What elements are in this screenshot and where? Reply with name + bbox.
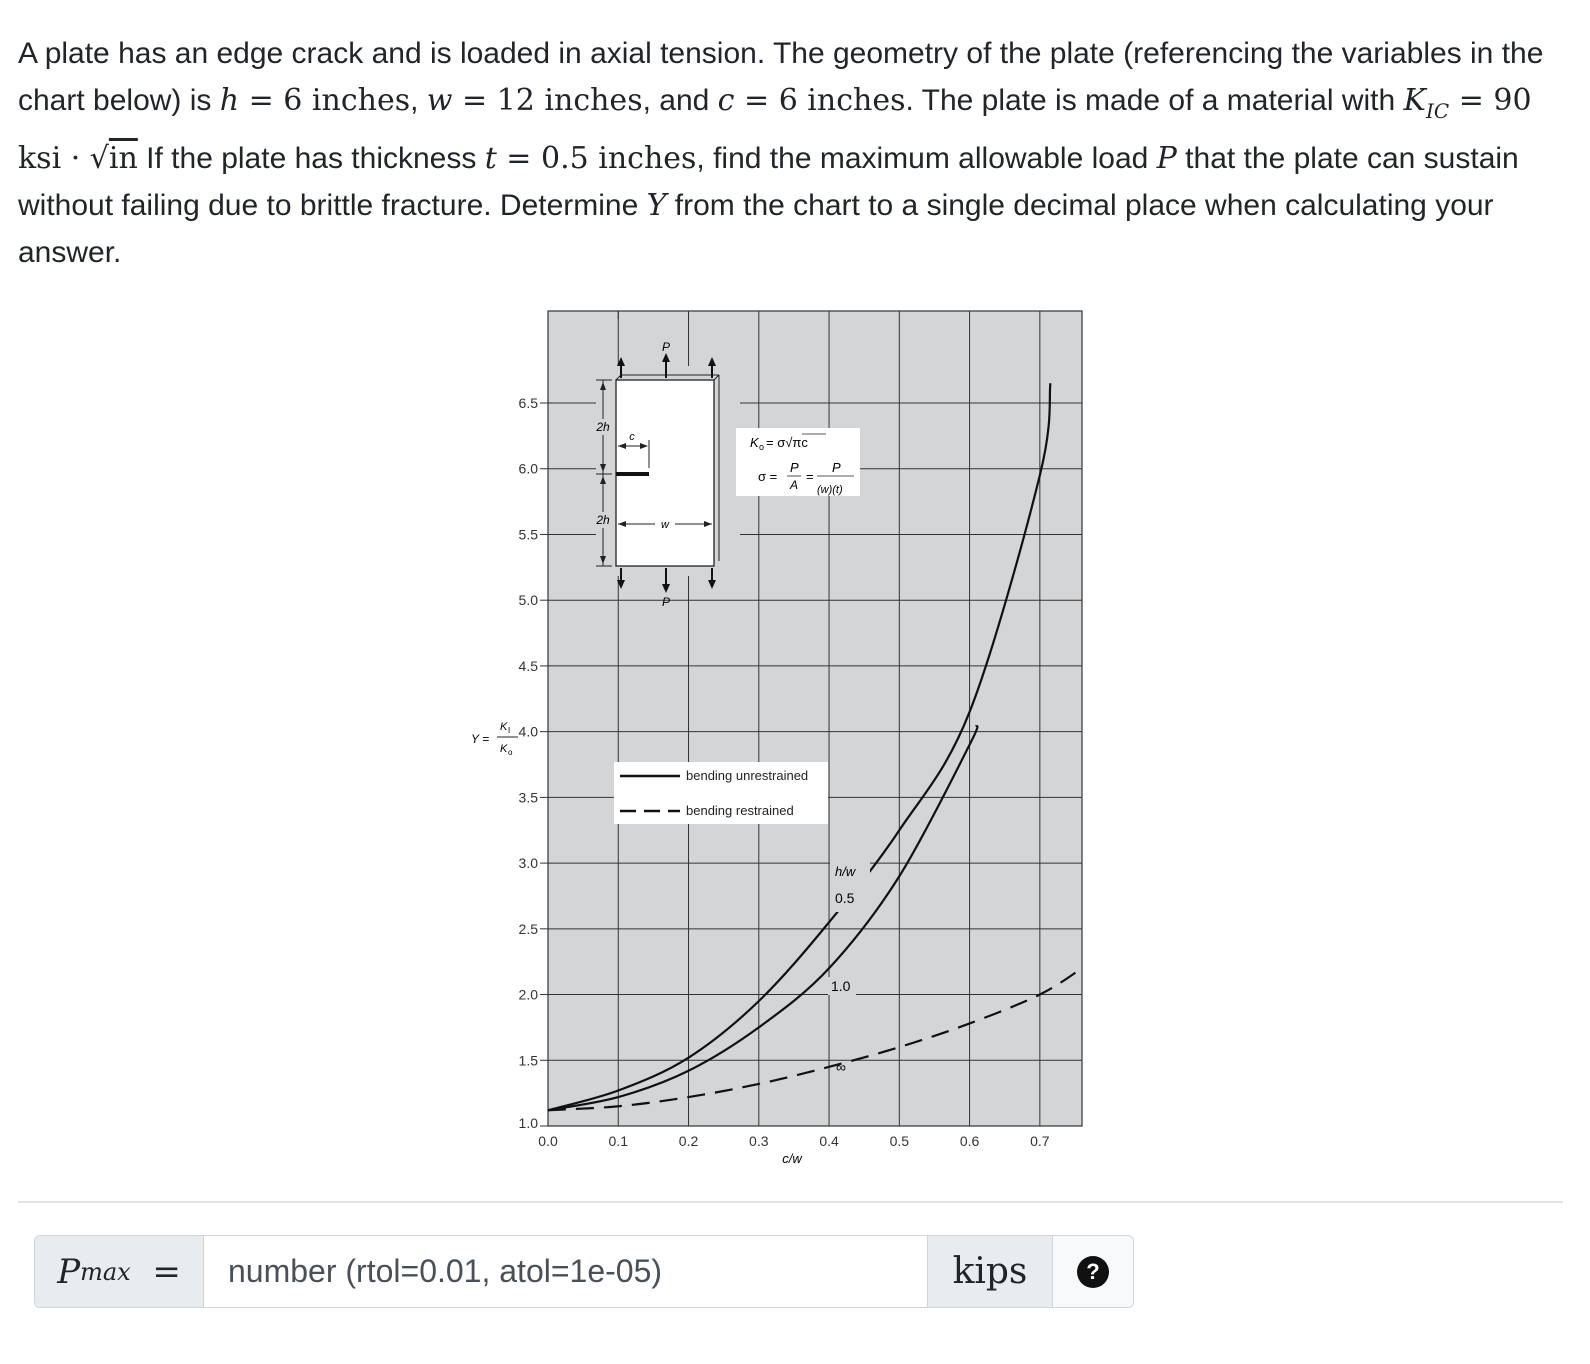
plate-diagram: [592, 340, 740, 609]
svg-text:Y =: Y =: [471, 732, 490, 746]
svg-text:c: c: [629, 431, 635, 443]
svg-text:P: P: [790, 460, 799, 475]
y-tick-label: 2.0: [518, 986, 538, 1003]
x-tick-label: 0.2: [678, 1133, 699, 1149]
y-tick-label: 6.5: [518, 395, 538, 412]
legend: [614, 762, 828, 824]
x-tick-label: 0.6: [959, 1133, 980, 1149]
y-tick-label: 5.5: [518, 526, 538, 543]
x-tick-label: 0.7: [1030, 1133, 1050, 1149]
x-tick-label: 0.4: [819, 1133, 839, 1149]
y-tick-label: 3.0: [518, 855, 538, 872]
svg-text:K: K: [500, 743, 508, 755]
answer-input[interactable]: [204, 1236, 927, 1307]
formula-box: [736, 428, 860, 496]
svg-text:K: K: [500, 721, 508, 733]
x-tick-label: 0.1: [608, 1133, 628, 1149]
y-tick-label: 6.0: [518, 460, 538, 477]
y-tick-label: 3.5: [518, 789, 538, 806]
legend-label-unrestrained: bending unrestrained: [686, 768, 809, 783]
svg-text:= σ√πc: = σ√πc: [766, 435, 808, 450]
svg-text:2h: 2h: [596, 420, 610, 434]
svg-text:I: I: [508, 726, 511, 735]
y-tick-label: 5.0: [518, 592, 538, 609]
svg-text:∞: ∞: [836, 1059, 846, 1075]
help-button[interactable]: [1052, 1236, 1133, 1307]
svg-text:A: A: [790, 478, 799, 492]
svg-text:0.5: 0.5: [835, 890, 855, 906]
y-axis-label: [471, 721, 518, 757]
y-tick-label: 4.5: [518, 657, 538, 674]
svg-text:h/w: h/w: [835, 864, 856, 879]
x-axis-label: c/w: [782, 1151, 802, 1166]
svg-text:=: =: [806, 469, 814, 484]
legend-label-restrained: bending restrained: [686, 803, 794, 818]
svg-text:P: P: [661, 340, 671, 354]
svg-text:o: o: [759, 442, 765, 452]
unit-label: kips: [927, 1236, 1052, 1307]
help-icon[interactable]: ?: [1077, 1256, 1109, 1288]
x-tick-label: 0.5: [889, 1133, 910, 1149]
x-tick-label: 0.3: [749, 1133, 769, 1149]
svg-text:1.0: 1.0: [831, 978, 851, 994]
y-tick-label: 1.5: [518, 1052, 538, 1069]
answer-label: P max =: [35, 1236, 204, 1307]
y-tick-label: 2.5: [518, 920, 538, 937]
answer-input-group: [34, 1235, 1134, 1308]
svg-text:σ =: σ =: [758, 469, 778, 484]
svg-text:K: K: [750, 435, 759, 450]
svg-text:(w)(t): (w)(t): [817, 484, 843, 496]
question-text: A plate has an edge crack and is loaded in axial tension. The geometry of the plate (referencing the variables in the chart below) is h = 6 inches, w = 12 inches, and c = 6 inches. The plate is made of a material with $K_{IC} = 90$ ksi · √in If the plate has thickness t = 0.5 inches, find the maximum allowable load P that the plate can sustain without failing due to brittle fracture. Determine Y from the chart to a single decimal place when calculating your answer.: [18, 37, 1544, 269]
svg-text:2h: 2h: [596, 513, 610, 527]
x-tick-label: 0.0: [538, 1133, 558, 1149]
y-tick-label: 4.0: [518, 723, 538, 740]
section-divider: [18, 1201, 1563, 1203]
svg-text:o: o: [508, 748, 513, 757]
svg-text:P: P: [661, 595, 671, 609]
y-tick-label: 1.0: [518, 1115, 538, 1131]
svg-text:w: w: [661, 519, 669, 531]
svg-text:P: P: [832, 460, 841, 475]
stress-intensity-chart: [466, 300, 1096, 1180]
